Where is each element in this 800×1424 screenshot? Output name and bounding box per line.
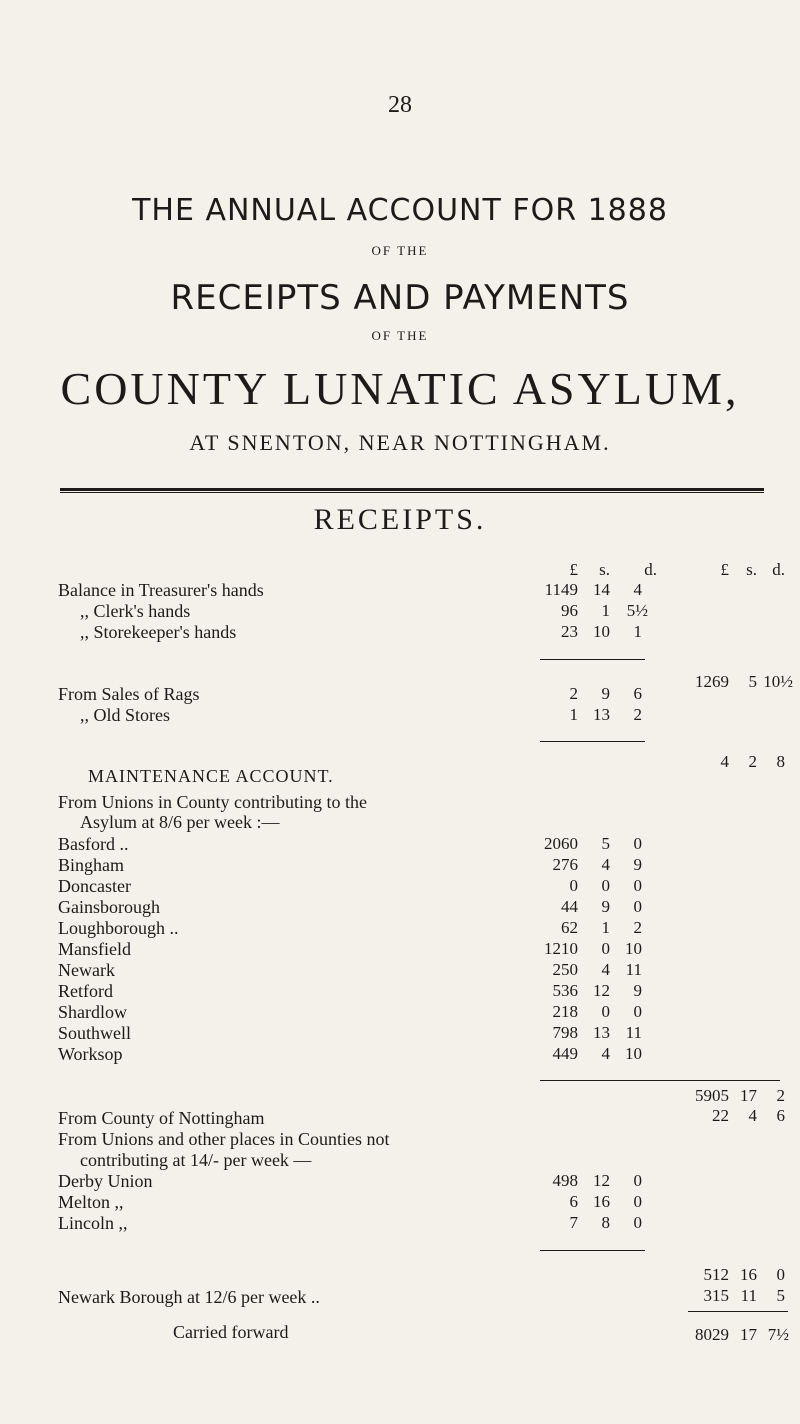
union-d-2: 0 bbox=[633, 876, 642, 895]
union-l-9: 798 bbox=[552, 1023, 578, 1042]
other-label-1: Melton ,, bbox=[58, 1192, 124, 1212]
other-intro-2: contributing at 14/- per week — bbox=[80, 1150, 312, 1170]
union-label-9: Southwell bbox=[58, 1023, 132, 1043]
union-l-7: 536 bbox=[552, 981, 578, 1000]
other-total-d: 0 bbox=[776, 1265, 785, 1284]
union-l-8: 218 bbox=[552, 1002, 578, 1021]
union-l-2: 0 bbox=[569, 876, 578, 895]
col-header-shillings-2: s. bbox=[746, 560, 757, 579]
union-l-4: 62 bbox=[561, 918, 578, 937]
other-s-2: 8 bbox=[601, 1213, 610, 1232]
union-label-0: Basford .. bbox=[58, 834, 129, 854]
newark-borough-d: 5 bbox=[776, 1286, 785, 1305]
county-l: 22 bbox=[712, 1106, 729, 1125]
sales-d-0: 6 bbox=[633, 684, 642, 703]
other-label-0: Derby Union bbox=[58, 1171, 153, 1191]
union-d-8: 0 bbox=[633, 1002, 642, 1021]
other-d-0: 0 bbox=[633, 1171, 642, 1190]
maintenance-total-s: 17 bbox=[740, 1086, 757, 1105]
other-total-l: 512 bbox=[703, 1265, 729, 1284]
union-d-7: 9 bbox=[633, 981, 642, 1000]
union-label-7: Retford bbox=[58, 981, 113, 1001]
balance-total-s: 5 bbox=[748, 672, 757, 691]
sales-total-s: 2 bbox=[748, 752, 757, 771]
final-total-rule bbox=[688, 1311, 788, 1312]
col-header-pounds-2: £ bbox=[720, 560, 729, 579]
sales-label-0: From Sales of Rags bbox=[58, 684, 200, 704]
carried-forward-label: Carried forward bbox=[173, 1322, 289, 1342]
col-header-pence: d. bbox=[644, 560, 657, 579]
sales-total-d: 8 bbox=[776, 752, 785, 771]
union-d-6: 11 bbox=[625, 960, 642, 979]
union-l-10: 449 bbox=[552, 1044, 578, 1063]
col-header-pence-2: d. bbox=[772, 560, 785, 579]
union-s-3: 9 bbox=[601, 897, 610, 916]
sales-subtotal-rule bbox=[540, 741, 645, 742]
union-d-5: 10 bbox=[625, 939, 642, 958]
maintenance-title: MAINTENANCE ACCOUNT. bbox=[88, 766, 334, 786]
maintenance-total-l: 5905 bbox=[695, 1086, 729, 1105]
balance-d-1: 5½ bbox=[626, 601, 648, 620]
balance-l-0: 1149 bbox=[544, 580, 578, 599]
union-l-0: 2060 bbox=[544, 834, 578, 853]
union-l-6: 250 bbox=[552, 960, 578, 979]
sales-l-0: 2 bbox=[569, 684, 578, 703]
title-annual-account: THE ANNUAL ACCOUNT FOR 1888 bbox=[132, 193, 668, 228]
union-label-10: Worksop bbox=[58, 1044, 123, 1064]
union-d-1: 9 bbox=[633, 855, 642, 874]
union-d-3: 0 bbox=[633, 897, 642, 916]
union-d-4: 2 bbox=[633, 918, 642, 937]
union-s-8: 0 bbox=[601, 1002, 610, 1021]
union-s-4: 1 bbox=[601, 918, 610, 937]
of-the-2: OF THE bbox=[371, 328, 429, 343]
union-d-9: 11 bbox=[625, 1023, 642, 1042]
union-s-5: 0 bbox=[601, 939, 610, 958]
union-l-5: 1210 bbox=[544, 939, 578, 958]
union-s-1: 4 bbox=[601, 855, 610, 874]
balance-l-2: 23 bbox=[561, 622, 578, 641]
sales-label-1: ,, Old Stores bbox=[80, 705, 170, 725]
balance-l-1: 96 bbox=[561, 601, 578, 620]
balance-s-2: 10 bbox=[593, 622, 610, 641]
sales-s-1: 13 bbox=[593, 705, 610, 724]
union-label-3: Gainsborough bbox=[58, 897, 160, 917]
of-the-1: OF THE bbox=[371, 243, 429, 258]
balance-label-0: Balance in Treasurer's hands bbox=[58, 580, 264, 600]
union-d-0: 0 bbox=[633, 834, 642, 853]
col-header-shillings: s. bbox=[599, 560, 610, 579]
maintenance-intro-2: Asylum at 8/6 per week :— bbox=[80, 812, 280, 832]
other-s-0: 12 bbox=[593, 1171, 610, 1190]
county-d: 6 bbox=[776, 1106, 785, 1125]
balance-label-1: ,, Clerk's hands bbox=[80, 601, 191, 621]
other-s-1: 16 bbox=[593, 1192, 610, 1211]
balance-d-2: 1 bbox=[633, 622, 642, 641]
title-asylum: COUNTY LUNATIC ASYLUM, bbox=[60, 363, 740, 414]
other-label-2: Lincoln ,, bbox=[58, 1213, 128, 1233]
other-total-s: 16 bbox=[740, 1265, 757, 1284]
other-l-1: 6 bbox=[569, 1192, 578, 1211]
balance-s-0: 14 bbox=[593, 580, 610, 599]
balance-d-0: 4 bbox=[633, 580, 642, 599]
union-s-0: 5 bbox=[601, 834, 610, 853]
union-label-8: Shardlow bbox=[58, 1002, 127, 1022]
union-s-9: 13 bbox=[593, 1023, 610, 1042]
union-label-1: Bingham bbox=[58, 855, 124, 875]
union-s-6: 4 bbox=[601, 960, 610, 979]
balance-s-1: 1 bbox=[601, 601, 610, 620]
sales-total-l: 4 bbox=[720, 752, 729, 771]
carried-forward-l: 8029 bbox=[695, 1325, 729, 1344]
other-d-2: 0 bbox=[633, 1213, 642, 1232]
col-header-pounds: £ bbox=[569, 560, 578, 579]
union-label-5: Mansfield bbox=[58, 939, 131, 959]
other-l-0: 498 bbox=[552, 1171, 578, 1190]
county-label: From County of Nottingham bbox=[58, 1108, 265, 1128]
title-receipts-payments: RECEIPTS AND PAYMENTS bbox=[170, 278, 630, 318]
union-s-2: 0 bbox=[601, 876, 610, 895]
county-s: 4 bbox=[748, 1106, 757, 1125]
union-l-1: 276 bbox=[552, 855, 578, 874]
title-location: AT SNENTON, NEAR NOTTINGHAM. bbox=[189, 430, 611, 455]
maintenance-subtotal-rule bbox=[540, 1080, 780, 1081]
section-title: RECEIPTS. bbox=[313, 503, 487, 536]
union-label-2: Doncaster bbox=[58, 876, 131, 896]
newark-borough-s: 11 bbox=[740, 1286, 757, 1305]
newark-borough-l: 315 bbox=[703, 1286, 729, 1305]
sales-d-1: 2 bbox=[633, 705, 642, 724]
double-rule-top bbox=[60, 488, 764, 491]
double-rule-bottom bbox=[60, 492, 764, 493]
newark-borough-label: Newark Borough at 12/6 per week .. bbox=[58, 1287, 320, 1307]
union-label-4: Loughborough .. bbox=[58, 918, 179, 938]
union-s-10: 4 bbox=[601, 1044, 610, 1063]
sales-l-1: 1 bbox=[569, 705, 578, 724]
carried-forward-s: 17 bbox=[740, 1325, 757, 1344]
balance-label-2: ,, Storekeeper's hands bbox=[80, 622, 237, 642]
union-d-10: 10 bbox=[625, 1044, 642, 1063]
union-l-3: 44 bbox=[561, 897, 578, 916]
maintenance-intro-1: From Unions in County contributing to the bbox=[58, 792, 367, 812]
union-label-6: Newark bbox=[58, 960, 115, 980]
union-s-7: 12 bbox=[593, 981, 610, 1000]
sales-s-0: 9 bbox=[601, 684, 610, 703]
other-subtotal-rule bbox=[540, 1250, 645, 1251]
balance-total-l: 1269 bbox=[695, 672, 729, 691]
other-d-1: 0 bbox=[633, 1192, 642, 1211]
carried-forward-d: 7½ bbox=[767, 1325, 789, 1344]
balance-total-d: 10½ bbox=[763, 672, 793, 691]
maintenance-total-d: 2 bbox=[776, 1086, 785, 1105]
other-l-2: 7 bbox=[569, 1213, 578, 1232]
other-intro-1: From Unions and other places in Counties not bbox=[58, 1129, 390, 1149]
page-number: 28 bbox=[388, 92, 412, 118]
balance-subtotal-rule bbox=[540, 659, 645, 660]
